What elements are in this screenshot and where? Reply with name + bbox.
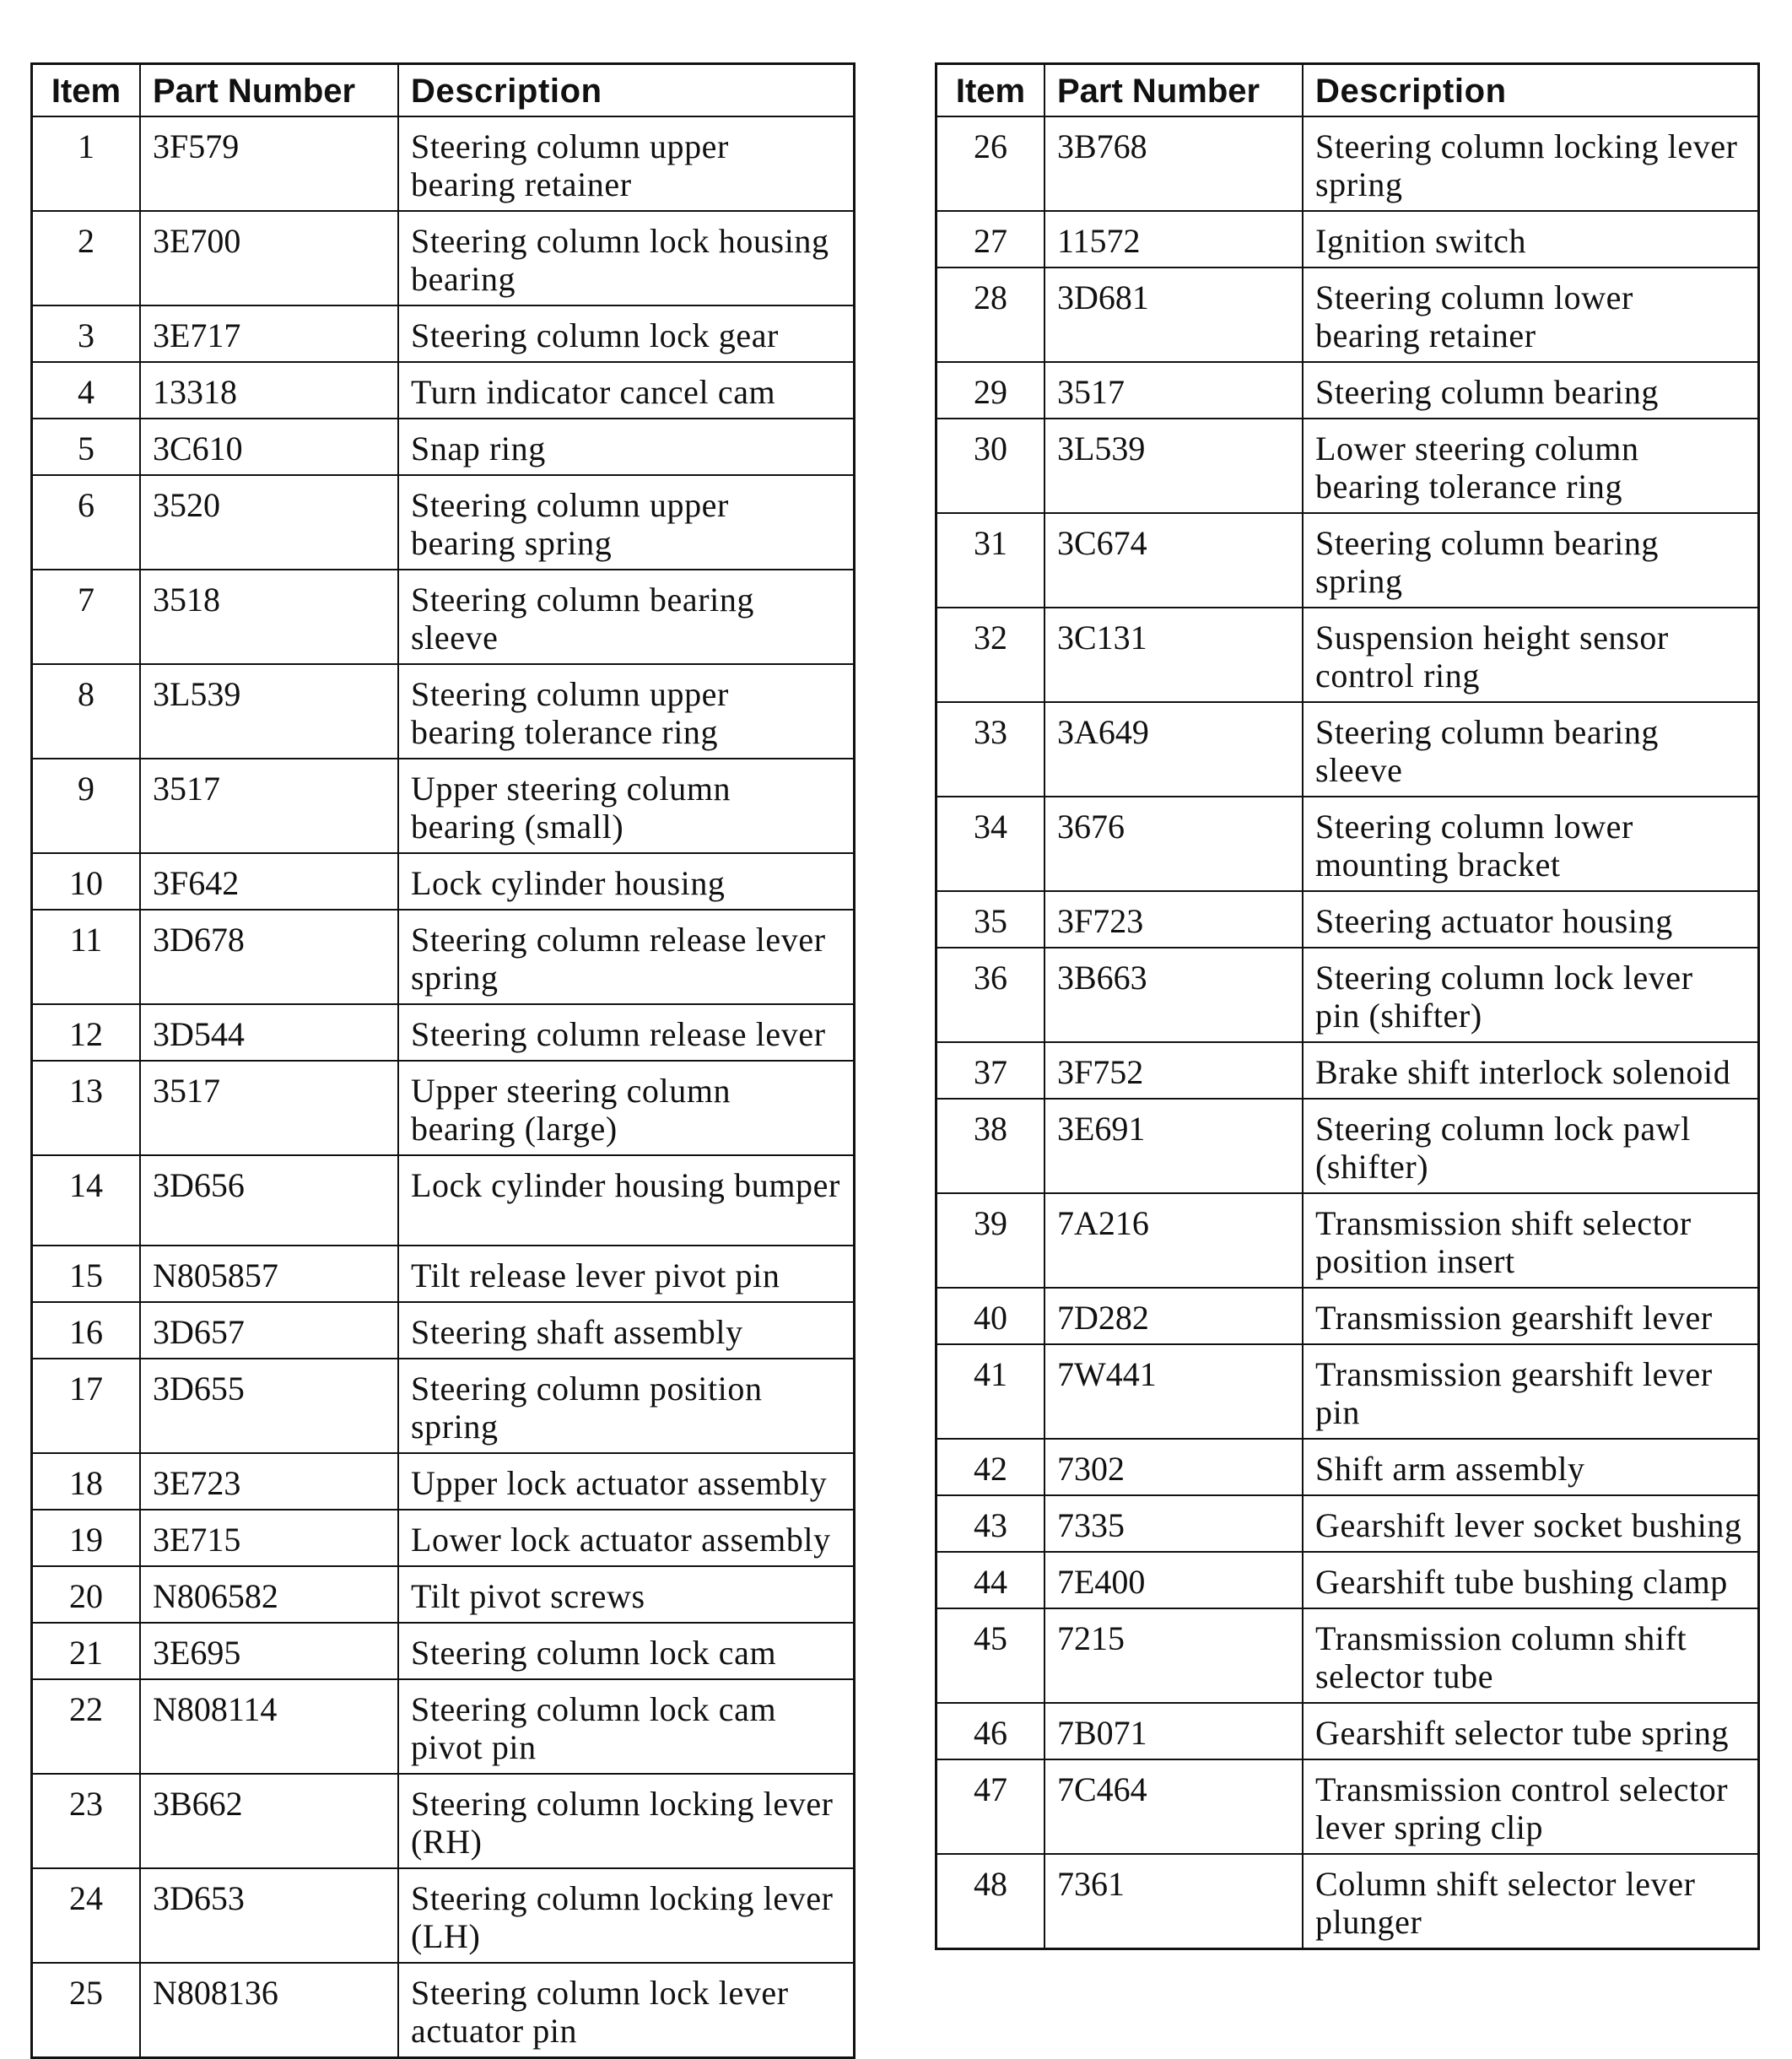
item-cell: 14 bbox=[32, 1155, 141, 1246]
description-cell: Gearshift lever socket bushing bbox=[1303, 1495, 1759, 1552]
description-cell: Ignition switch bbox=[1303, 211, 1759, 268]
description-cell: Transmission gearshift lever bbox=[1303, 1288, 1759, 1344]
part-number-cell: 3B663 bbox=[1044, 948, 1303, 1042]
table-row bbox=[32, 1155, 855, 1246]
item-cell: 45 bbox=[936, 1608, 1045, 1703]
table-row bbox=[936, 1854, 1759, 1949]
part-number-cell: 3C610 bbox=[140, 419, 398, 475]
part-number-cell: 3E723 bbox=[140, 1453, 398, 1510]
table-row bbox=[32, 1004, 855, 1061]
item-cell: 39 bbox=[936, 1193, 1045, 1288]
description-cell: Upper lock actuator assembly bbox=[398, 1453, 855, 1510]
part-number-cell: 3E717 bbox=[140, 305, 398, 362]
table-row bbox=[936, 1344, 1759, 1439]
part-number-cell: 3676 bbox=[1044, 797, 1303, 891]
table-row bbox=[936, 608, 1759, 702]
item-cell: 22 bbox=[32, 1679, 141, 1774]
table-row bbox=[32, 570, 855, 664]
table-row bbox=[936, 1759, 1759, 1854]
table-row bbox=[936, 1288, 1759, 1344]
part-number-cell: 3A649 bbox=[1044, 702, 1303, 797]
description-cell: Steering column locking lever (RH) bbox=[398, 1774, 855, 1868]
table-row bbox=[32, 1302, 855, 1359]
table-row bbox=[32, 305, 855, 362]
table-row bbox=[936, 1193, 1759, 1288]
table-row bbox=[32, 1963, 855, 2058]
part-number-cell: 3D681 bbox=[1044, 268, 1303, 362]
item-cell: 15 bbox=[32, 1246, 141, 1302]
part-number-cell: 7D282 bbox=[1044, 1288, 1303, 1344]
table-row bbox=[32, 1868, 855, 1963]
table-row bbox=[32, 1061, 855, 1155]
table-row bbox=[936, 362, 1759, 419]
description-cell: Tilt pivot screws bbox=[398, 1566, 855, 1623]
table-row bbox=[32, 1774, 855, 1868]
table-row bbox=[32, 1623, 855, 1679]
table-row bbox=[936, 1608, 1759, 1703]
item-cell: 31 bbox=[936, 513, 1045, 608]
table-row bbox=[32, 211, 855, 305]
description-cell: Snap ring bbox=[398, 419, 855, 475]
table-row bbox=[936, 513, 1759, 608]
item-cell: 9 bbox=[32, 759, 141, 853]
description-cell: Lower lock actuator assembly bbox=[398, 1510, 855, 1566]
table-row bbox=[936, 1042, 1759, 1099]
description-cell: Gearshift selector tube spring bbox=[1303, 1703, 1759, 1759]
table-row bbox=[936, 268, 1759, 362]
table-row bbox=[32, 853, 855, 910]
part-number-cell: 3E715 bbox=[140, 1510, 398, 1566]
part-number-cell: N806582 bbox=[140, 1566, 398, 1623]
table-row bbox=[32, 1359, 855, 1453]
item-cell: 36 bbox=[936, 948, 1045, 1042]
part-number-cell: 7335 bbox=[1044, 1495, 1303, 1552]
part-number-cell: 3D653 bbox=[140, 1868, 398, 1963]
description-cell: Transmission column shift selector tube bbox=[1303, 1608, 1759, 1703]
item-cell: 5 bbox=[32, 419, 141, 475]
part-number-cell: 7A216 bbox=[1044, 1193, 1303, 1288]
table-row bbox=[936, 1099, 1759, 1193]
table-row bbox=[32, 362, 855, 419]
part-number-cell: 3D678 bbox=[140, 910, 398, 1004]
description-cell: Transmission gearshift lever pin bbox=[1303, 1344, 1759, 1439]
description-cell: Tilt release lever pivot pin bbox=[398, 1246, 855, 1302]
description-cell: Suspension height sensor control ring bbox=[1303, 608, 1759, 702]
description-cell: Column shift selector lever plunger bbox=[1303, 1854, 1759, 1949]
description-cell: Steering column upper bearing retainer bbox=[398, 116, 855, 211]
part-number-cell: 3F752 bbox=[1044, 1042, 1303, 1099]
item-cell: 19 bbox=[32, 1510, 141, 1566]
table-header-row bbox=[32, 64, 855, 117]
table-row bbox=[32, 1510, 855, 1566]
item-cell: 42 bbox=[936, 1439, 1045, 1495]
item-cell: 47 bbox=[936, 1759, 1045, 1854]
item-cell: 20 bbox=[32, 1566, 141, 1623]
description-cell: Turn indicator cancel cam bbox=[398, 362, 855, 419]
header-description: Description bbox=[398, 64, 855, 117]
part-number-cell: 7302 bbox=[1044, 1439, 1303, 1495]
part-number-cell: 3L539 bbox=[1044, 419, 1303, 513]
table-row bbox=[32, 910, 855, 1004]
item-cell: 4 bbox=[32, 362, 141, 419]
part-number-cell: 3E695 bbox=[140, 1623, 398, 1679]
table-row bbox=[32, 1566, 855, 1623]
table-row bbox=[32, 664, 855, 759]
table-row bbox=[936, 1495, 1759, 1552]
item-cell: 43 bbox=[936, 1495, 1045, 1552]
description-cell: Steering column bearing bbox=[1303, 362, 1759, 419]
item-cell: 18 bbox=[32, 1453, 141, 1510]
table-row bbox=[32, 116, 855, 211]
item-cell: 7 bbox=[32, 570, 141, 664]
table-row bbox=[32, 759, 855, 853]
item-cell: 11 bbox=[32, 910, 141, 1004]
description-cell: Steering column upper bearing tolerance ring bbox=[398, 664, 855, 759]
item-cell: 23 bbox=[32, 1774, 141, 1868]
item-cell: 25 bbox=[32, 1963, 141, 2058]
item-cell: 29 bbox=[936, 362, 1045, 419]
part-number-cell: N808114 bbox=[140, 1679, 398, 1774]
table-row bbox=[936, 116, 1759, 211]
item-cell: 17 bbox=[32, 1359, 141, 1453]
item-cell: 12 bbox=[32, 1004, 141, 1061]
item-cell: 27 bbox=[936, 211, 1045, 268]
part-number-cell: 3E700 bbox=[140, 211, 398, 305]
table-row bbox=[936, 702, 1759, 797]
item-cell: 1 bbox=[32, 116, 141, 211]
description-cell: Steering shaft assembly bbox=[398, 1302, 855, 1359]
part-number-cell: 3L539 bbox=[140, 664, 398, 759]
part-number-cell: 3D544 bbox=[140, 1004, 398, 1061]
item-cell: 35 bbox=[936, 891, 1045, 948]
part-number-cell: 3D655 bbox=[140, 1359, 398, 1453]
part-number-cell: 3C674 bbox=[1044, 513, 1303, 608]
item-cell: 21 bbox=[32, 1623, 141, 1679]
item-cell: 2 bbox=[32, 211, 141, 305]
item-cell: 16 bbox=[32, 1302, 141, 1359]
table-row bbox=[32, 1246, 855, 1302]
part-number-cell: 3F579 bbox=[140, 116, 398, 211]
part-number-cell: 7215 bbox=[1044, 1608, 1303, 1703]
item-cell: 48 bbox=[936, 1854, 1045, 1949]
part-number-cell: 13318 bbox=[140, 362, 398, 419]
item-cell: 6 bbox=[32, 475, 141, 570]
part-number-cell: 3517 bbox=[1044, 362, 1303, 419]
description-cell: Steering column locking lever spring bbox=[1303, 116, 1759, 211]
item-cell: 46 bbox=[936, 1703, 1045, 1759]
header-part-number: Part Number bbox=[1044, 64, 1303, 117]
part-number-cell: N808136 bbox=[140, 1963, 398, 2058]
header-part-number: Part Number bbox=[140, 64, 398, 117]
table-row bbox=[936, 891, 1759, 948]
item-cell: 41 bbox=[936, 1344, 1045, 1439]
description-cell: Steering column release lever spring bbox=[398, 910, 855, 1004]
description-cell: Steering column lock pawl (shifter) bbox=[1303, 1099, 1759, 1193]
table-row bbox=[936, 797, 1759, 891]
part-number-cell: 7W441 bbox=[1044, 1344, 1303, 1439]
description-cell: Steering actuator housing bbox=[1303, 891, 1759, 948]
item-cell: 24 bbox=[32, 1868, 141, 1963]
part-number-cell: 3F642 bbox=[140, 853, 398, 910]
part-number-cell: 3B768 bbox=[1044, 116, 1303, 211]
description-cell: Transmission shift selector position insert bbox=[1303, 1193, 1759, 1288]
table-row bbox=[936, 1439, 1759, 1495]
description-cell: Lock cylinder housing bumper bbox=[398, 1155, 855, 1246]
description-cell: Steering column lock cam pivot pin bbox=[398, 1679, 855, 1774]
description-cell: Brake shift interlock solenoid bbox=[1303, 1042, 1759, 1099]
description-cell: Upper steering column bearing (large) bbox=[398, 1061, 855, 1155]
part-number-cell: 3F723 bbox=[1044, 891, 1303, 948]
part-number-cell: 3D656 bbox=[140, 1155, 398, 1246]
table-row bbox=[936, 948, 1759, 1042]
table-row bbox=[32, 1453, 855, 1510]
description-cell: Shift arm assembly bbox=[1303, 1439, 1759, 1495]
description-cell: Steering column lower bearing retainer bbox=[1303, 268, 1759, 362]
part-number-cell: 3517 bbox=[140, 1061, 398, 1155]
description-cell: Steering column bearing sleeve bbox=[398, 570, 855, 664]
part-number-cell: 3D657 bbox=[140, 1302, 398, 1359]
description-cell: Steering column lock housing bearing bbox=[398, 211, 855, 305]
description-cell: Lower steering column bearing tolerance ring bbox=[1303, 419, 1759, 513]
header-item: Item bbox=[936, 64, 1045, 117]
part-number-cell: 3518 bbox=[140, 570, 398, 664]
description-cell: Transmission control selector lever spring clip bbox=[1303, 1759, 1759, 1854]
header-description: Description bbox=[1303, 64, 1759, 117]
description-cell: Lock cylinder housing bbox=[398, 853, 855, 910]
item-cell: 32 bbox=[936, 608, 1045, 702]
item-cell: 26 bbox=[936, 116, 1045, 211]
description-cell: Gearshift tube bushing clamp bbox=[1303, 1552, 1759, 1608]
item-cell: 30 bbox=[936, 419, 1045, 513]
table-header-row bbox=[936, 64, 1759, 117]
description-cell: Steering column lower mounting bracket bbox=[1303, 797, 1759, 891]
table-row bbox=[936, 1703, 1759, 1759]
parts-table-left bbox=[30, 62, 856, 2059]
description-cell: Steering column upper bearing spring bbox=[398, 475, 855, 570]
description-cell: Steering column bearing spring bbox=[1303, 513, 1759, 608]
description-cell: Steering column release lever bbox=[398, 1004, 855, 1061]
part-number-cell: 7B071 bbox=[1044, 1703, 1303, 1759]
table-row bbox=[936, 419, 1759, 513]
description-cell: Steering column lock gear bbox=[398, 305, 855, 362]
part-number-cell: 3B662 bbox=[140, 1774, 398, 1868]
description-cell: Upper steering column bearing (small) bbox=[398, 759, 855, 853]
description-cell: Steering column lock cam bbox=[398, 1623, 855, 1679]
parts-table-right bbox=[935, 62, 1760, 1950]
item-cell: 37 bbox=[936, 1042, 1045, 1099]
part-number-cell: 3E691 bbox=[1044, 1099, 1303, 1193]
item-cell: 13 bbox=[32, 1061, 141, 1155]
table-row bbox=[936, 211, 1759, 268]
description-cell: Steering column lock lever pin (shifter) bbox=[1303, 948, 1759, 1042]
part-number-cell: 7361 bbox=[1044, 1854, 1303, 1949]
part-number-cell: 7C464 bbox=[1044, 1759, 1303, 1854]
description-cell: Steering column position spring bbox=[398, 1359, 855, 1453]
part-number-cell: 3520 bbox=[140, 475, 398, 570]
item-cell: 8 bbox=[32, 664, 141, 759]
part-number-cell: 11572 bbox=[1044, 211, 1303, 268]
part-number-cell: 7E400 bbox=[1044, 1552, 1303, 1608]
header-item: Item bbox=[32, 64, 141, 117]
part-number-cell: 3517 bbox=[140, 759, 398, 853]
item-cell: 40 bbox=[936, 1288, 1045, 1344]
item-cell: 44 bbox=[936, 1552, 1045, 1608]
description-cell: Steering column locking lever (LH) bbox=[398, 1868, 855, 1963]
description-cell: Steering column lock lever actuator pin bbox=[398, 1963, 855, 2058]
table-row bbox=[32, 475, 855, 570]
item-cell: 33 bbox=[936, 702, 1045, 797]
table-row bbox=[32, 1679, 855, 1774]
table-row bbox=[32, 419, 855, 475]
table-row bbox=[936, 1552, 1759, 1608]
item-cell: 10 bbox=[32, 853, 141, 910]
part-number-cell: 3C131 bbox=[1044, 608, 1303, 702]
item-cell: 28 bbox=[936, 268, 1045, 362]
item-cell: 34 bbox=[936, 797, 1045, 891]
item-cell: 3 bbox=[32, 305, 141, 362]
item-cell: 38 bbox=[936, 1099, 1045, 1193]
description-cell: Steering column bearing sleeve bbox=[1303, 702, 1759, 797]
part-number-cell: N805857 bbox=[140, 1246, 398, 1302]
